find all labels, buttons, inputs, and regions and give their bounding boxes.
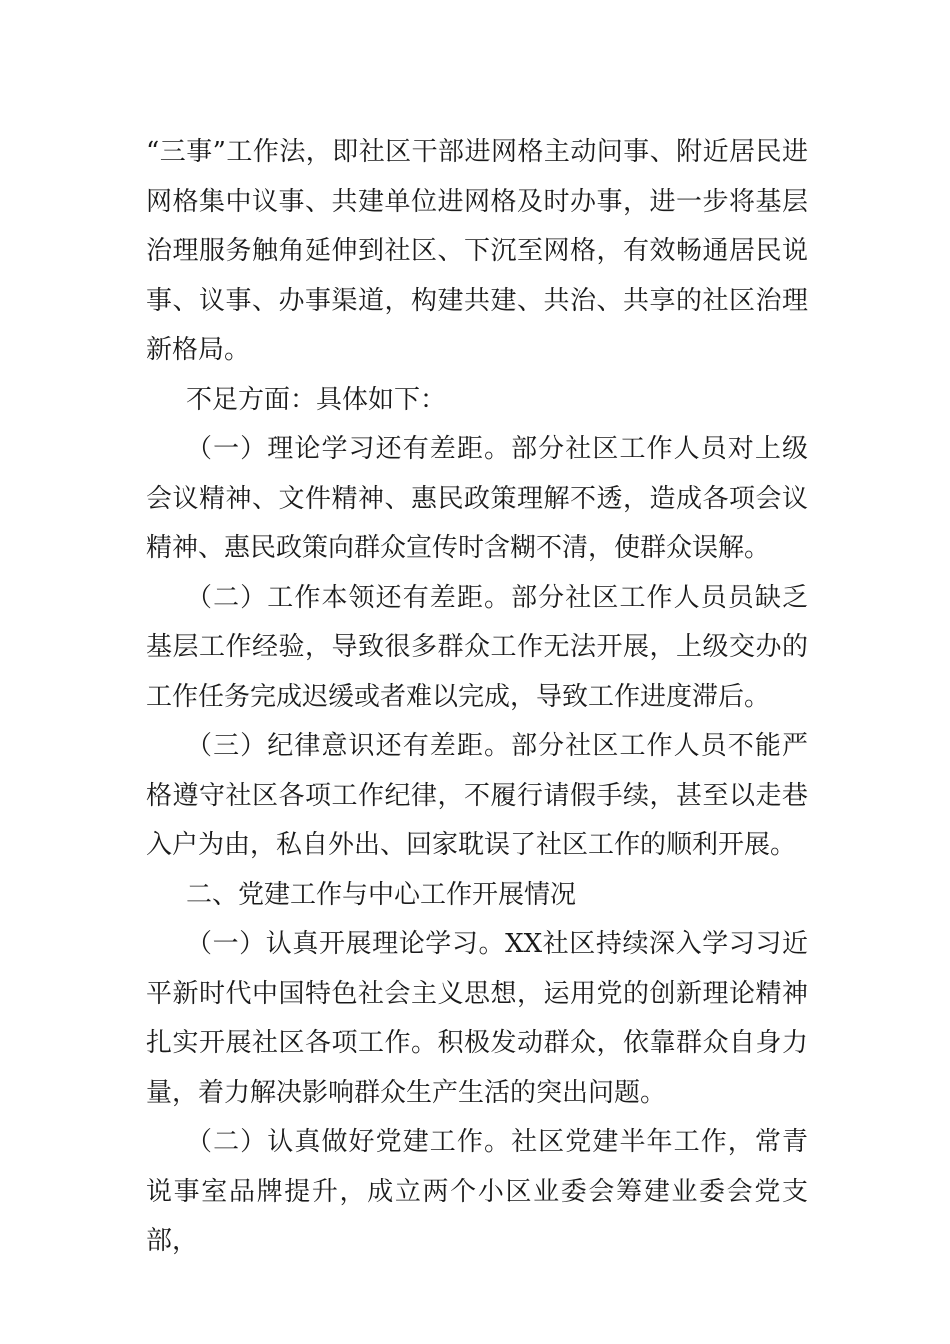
paragraph-shortcomings-intro: 不足方面：具体如下： — [186, 384, 447, 415]
section-heading-party-building: 二、党建工作与中心工作开展情况 — [186, 879, 577, 910]
paragraph-theory-study-gap: （一）理论学习还有差距。部分社区工作人员对上级会议精神、文件精神、惠民政策理解不透，造成各项会议精神、惠民政策向群众宣传时含糊不清，使群众误解。 — [146, 434, 808, 563]
paragraph-party-building-work: （二）认真做好党建工作。社区党建半年工作，常青说事室品牌提升，成立两个小区业委会筹建业委会党支部， — [146, 1127, 808, 1256]
document-body — [146, 128, 808, 1267]
paragraph-theory-learning: （一）认真开展理论学习。XX社区持续深入学习习近平新时代中国特色社会主义思想，运用党的创新理论精神扎实开展社区各项工作。积极发动群众，依靠群众自身力量，着力解决影响群众生产生活的突出问题。 — [146, 929, 808, 1108]
paragraph-discipline-gap: （三）纪律意识还有差距。部分社区工作人员不能严格遵守社区各项工作纪律，不履行请假手续，甚至以走巷入户为由，私自外出、回家耽误了社区工作的顺利开展。 — [146, 731, 808, 860]
paragraph-work-ability-gap: （二）工作本领还有差距。部分社区工作人员员缺乏基层工作经验，导致很多群众工作无法开展，上级交办的工作任务完成迟缓或者难以完成，导致工作进度滞后。 — [146, 582, 808, 712]
paragraph-three-matters-method: “三事”工作法，即社区干部进网格主动问事、附近居民进网格集中议事、共建单位进网格及时办事，进一步将基层治理服务触角延伸到社区、下沉至网格，有效畅通居民说事、议事、办事渠道，构建共建、共治、共享的社区治理新格局。 — [146, 137, 808, 365]
